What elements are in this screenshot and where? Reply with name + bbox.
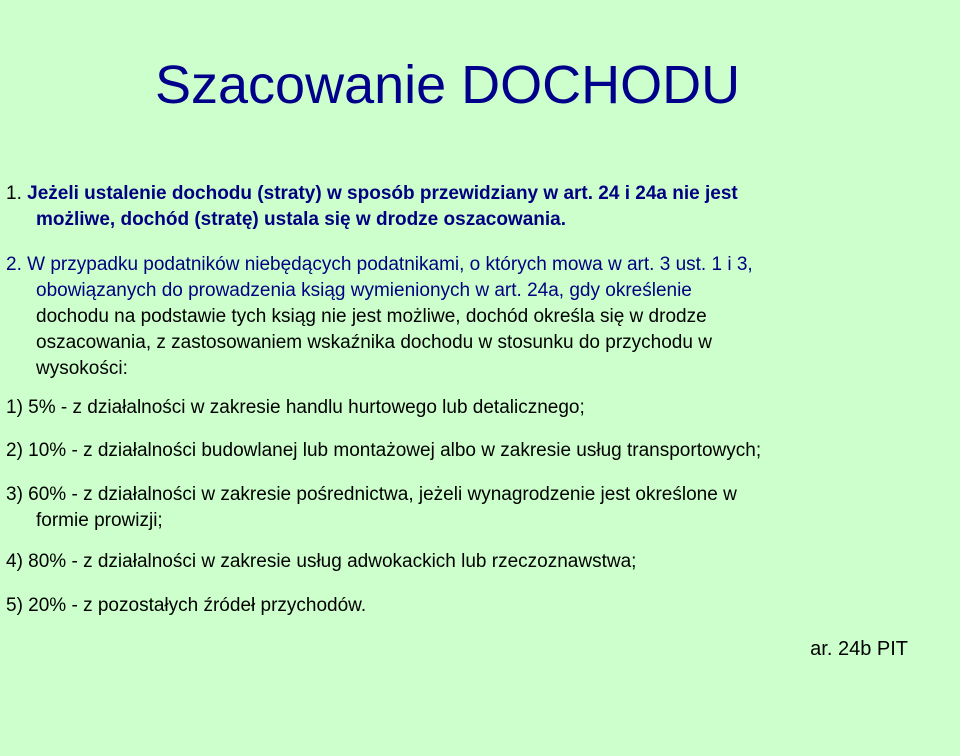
paragraph-2-line-4: oszacowania, z zastosowaniem wskaźnika dochodu w stosunku do przychodu w [36,332,712,353]
list-item [0,593,935,619]
list-item-line-2: formie prowizji; [36,510,163,531]
paragraph-2-line-2: obowiązanych do prowadzenia ksiąg wymienionych w art. 24a, gdy określenie [36,280,692,301]
list-item [0,482,935,534]
paragraph-2-line-5: wysokości: [36,358,128,379]
list-item-line-1: 3) 60% - z działalności w zakresie pośrednictwa, jeżeli wynagrodzenie jest określone w [6,484,737,505]
source-citation: ar. 24b PIT [810,638,908,660]
list-item-line-1: 1) 5% - z działalności w zakresie handlu hurtowego lub detalicznego; [6,397,585,418]
paragraph-1 [0,181,935,233]
paragraph-1-line-1 [0,181,935,207]
paragraph-2 [0,252,935,382]
list-item-line-1: 5) 20% - z pozostałych źródeł przychodów. [6,595,367,616]
list-item [0,438,935,464]
list-item [0,549,935,575]
paragraph-1-line-2: możliwe, dochód (stratę) ustala się w drodze oszacowania. [36,209,567,230]
paragraph-1-number: 1. [6,183,22,204]
page-title: Szacowanie DOCHODU [155,55,741,115]
list-item [0,395,935,421]
list-item-line-1: 4) 80% - z działalności w zakresie usług adwokackich lub rzeczoznawstwa; [6,551,637,572]
paragraph-1-text-1: Jeżeli ustalenie dochodu (straty) w sposób przewidziany w art. 24 i 24a nie jest [27,183,738,204]
paragraph-2-text-1: W przypadku podatników niebędących podatnikami, o których mowa w art. 3 ust. 1 i 3, [27,254,753,275]
paragraph-2-line-1 [0,252,935,278]
list-item-line-1: 2) 10% - z działalności budowlanej lub montażowej albo w zakresie usług transportowych; [6,440,762,461]
paragraph-2-number: 2. [6,254,22,275]
paragraph-2-line-3: dochodu na podstawie tych ksiąg nie jest możliwe, dochód określa się w drodze [36,306,707,327]
